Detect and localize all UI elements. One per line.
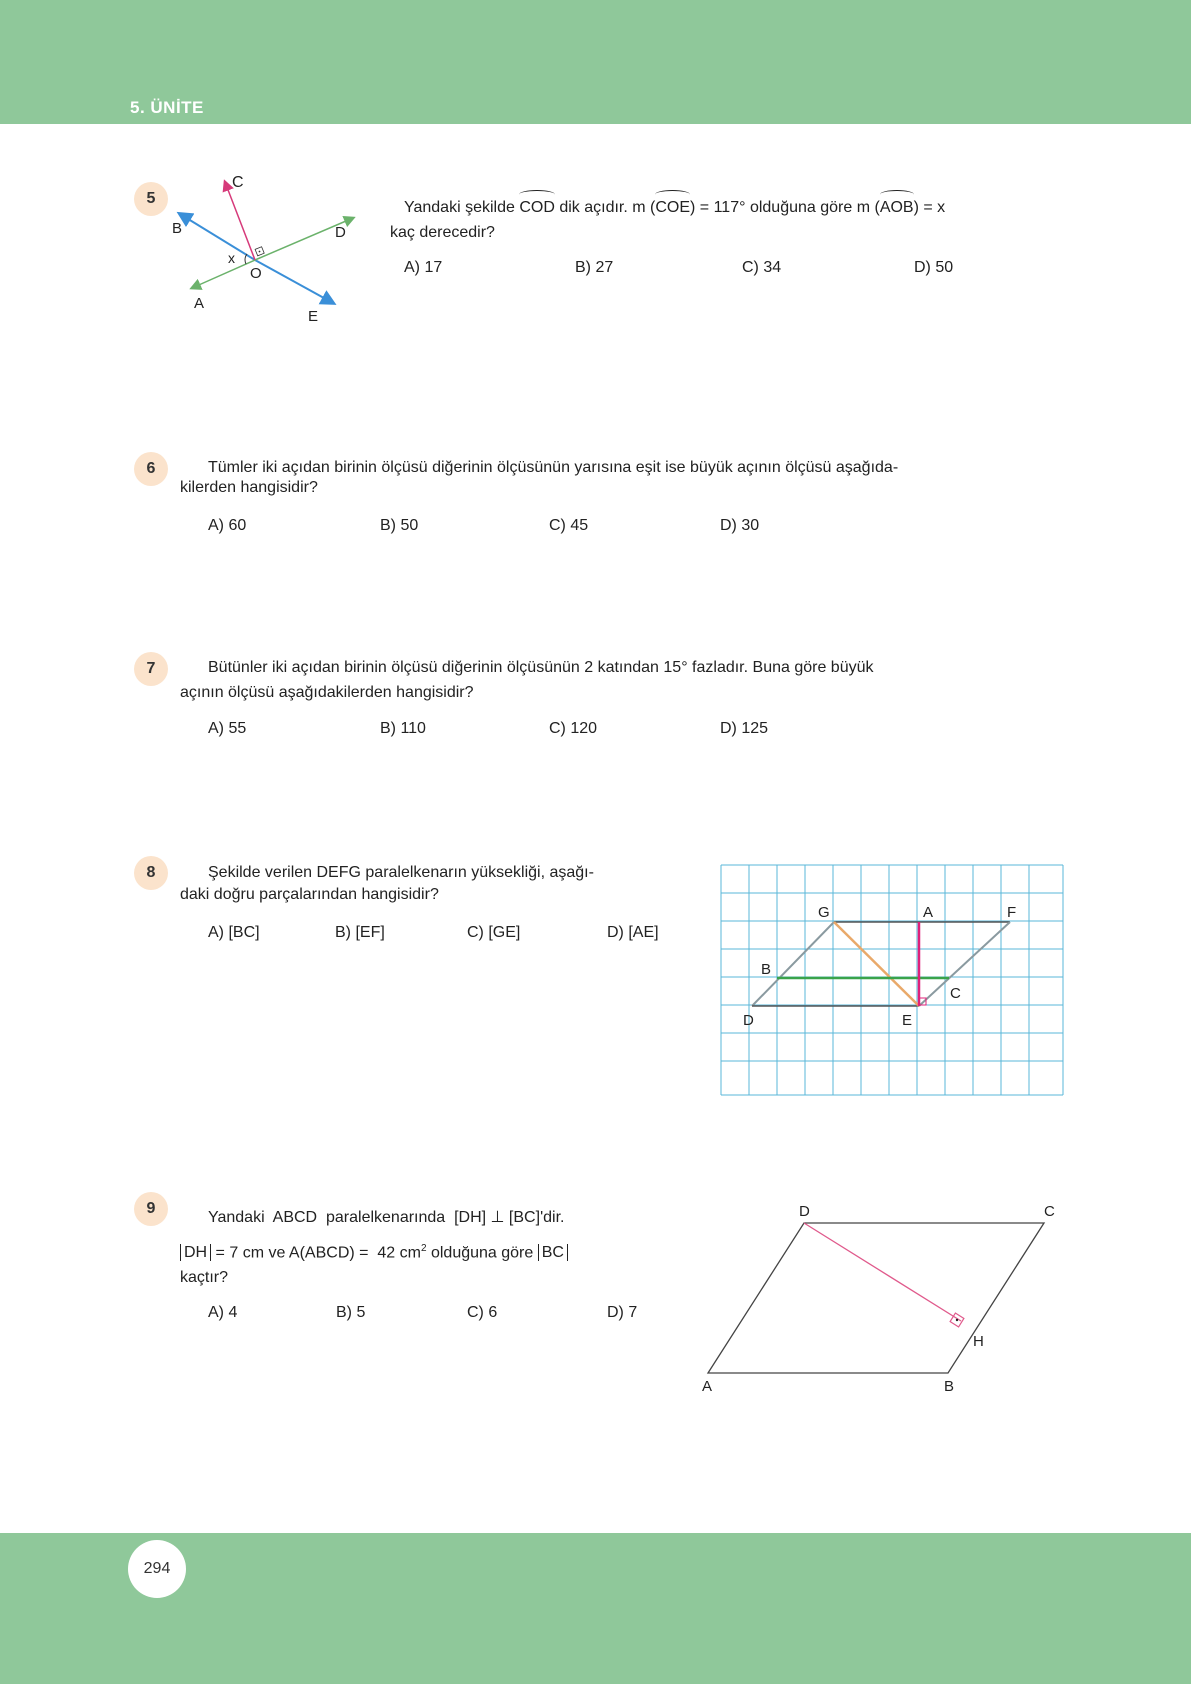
question-9-line-2: DH = 7 cm ve A(ABCD) = 42 $cm^2$ olduğuna göre BC [180,1236,568,1266]
question-7-line-2: açının ölçüsü aşağıdakilerden hangisidir? [180,684,474,701]
q9-option-b[interactable]: B) 5 [336,1304,366,1321]
question-number-9: 9 [134,1192,168,1226]
q9-option-d[interactable]: D) 7 [607,1304,638,1321]
q6-option-b[interactable]: B) 50 [380,517,419,534]
q6-option-a[interactable]: A) 60 [208,517,247,534]
label-E: E [308,308,319,325]
label-A: A [702,1378,713,1395]
question-number-5: 5 [134,182,168,216]
label-B: B [944,1378,955,1395]
question-6-line-2: kilerden hangisidir? [180,479,318,496]
question-5-line-2: kaç derecedir? [390,224,495,241]
segment-GE [834,922,919,1006]
parallelogram-abcd [708,1223,1044,1373]
question-8-line-2: daki doğru parçalarından hangisidir? [180,886,439,903]
q8-option-d[interactable]: D) [ AE ] [607,924,659,942]
label-H: H [973,1333,984,1350]
label-D: D [743,1012,754,1029]
label-A: A [194,295,205,312]
label-D: D [335,224,346,241]
unit-label: 5. ÜNİTE [130,98,204,117]
q8-option-a[interactable]: A) [ BC ] [208,924,260,942]
q7-option-c[interactable]: C) 120 [549,720,598,737]
q5-option-c[interactable]: C) 34 [742,259,782,276]
q5-option-b[interactable]: B) 27 [575,259,614,276]
ray-OE [255,260,333,303]
question-9-line-1: Yandaki ABCD paralelkenarında [ DH ] ⊥ [ BC ] 'dir. [208,1205,564,1231]
ray-OC [225,182,255,260]
q8-option-c[interactable]: C) [ GE ] [467,924,520,942]
question-7-line-1: Bütünler iki açıdan birinin ölçüsü diğerinin ölçüsünün 2 katından 15° fazladır. Buna göre büyük [208,659,874,676]
q7-option-d[interactable]: D) 125 [720,720,769,737]
label-x: x [228,250,235,266]
q5-option-d[interactable]: D) 50 [914,259,954,276]
question-6-line-1: Tümler iki açıdan birinin ölçüsü diğerinin ölçüsünün yarısına eşit ise büyük açının ölçüsü aşağıda- [208,459,899,476]
label-B: B [172,220,183,237]
label-C: C [232,174,244,191]
page-number: 294 [128,1540,186,1598]
label-F: F [1007,904,1017,921]
label-E: E [902,1012,913,1029]
ray-OB [180,214,255,260]
q5-option-a[interactable]: A) 17 [404,259,443,276]
question-number-8: 8 [134,856,168,890]
q7-option-b[interactable]: B) 110 [380,720,426,737]
q8-option-b[interactable]: B) [ EF ] [335,924,385,942]
segment-DH [804,1223,961,1321]
segment-FE [919,922,1010,1006]
question-number-7: 7 [134,652,168,686]
question-9-line-3: kaçtır? [180,1269,229,1286]
question-5-line-1: Yandaki şekilde COD dik açıdır. m (COE) = 117° olduğuna göre m (AOB) = x [404,195,945,221]
label-A: A [923,904,934,921]
question-8-line-1: Şekilde verilen DEFG paralelkenarın yüksekliği, aşağı- [208,864,594,881]
label-O: O [250,265,262,282]
label-B: B [761,961,772,978]
question-number-6: 6 [134,452,168,486]
q6-option-c[interactable]: C) 45 [549,517,589,534]
label-D: D [799,1203,810,1220]
q6-option-d[interactable]: D) 30 [720,517,760,534]
q9-option-c[interactable]: C) 6 [467,1304,498,1321]
label-C: C [950,985,961,1002]
angle-figure [170,170,370,330]
grid-parallelogram-figure [720,864,1064,1096]
label-C: C [1044,1203,1055,1220]
q9-option-a[interactable]: A) 4 [208,1304,238,1321]
q7-option-a[interactable]: A) 55 [208,720,247,737]
parallelogram-abcd-figure [696,1196,1076,1396]
label-G: G [818,904,830,921]
